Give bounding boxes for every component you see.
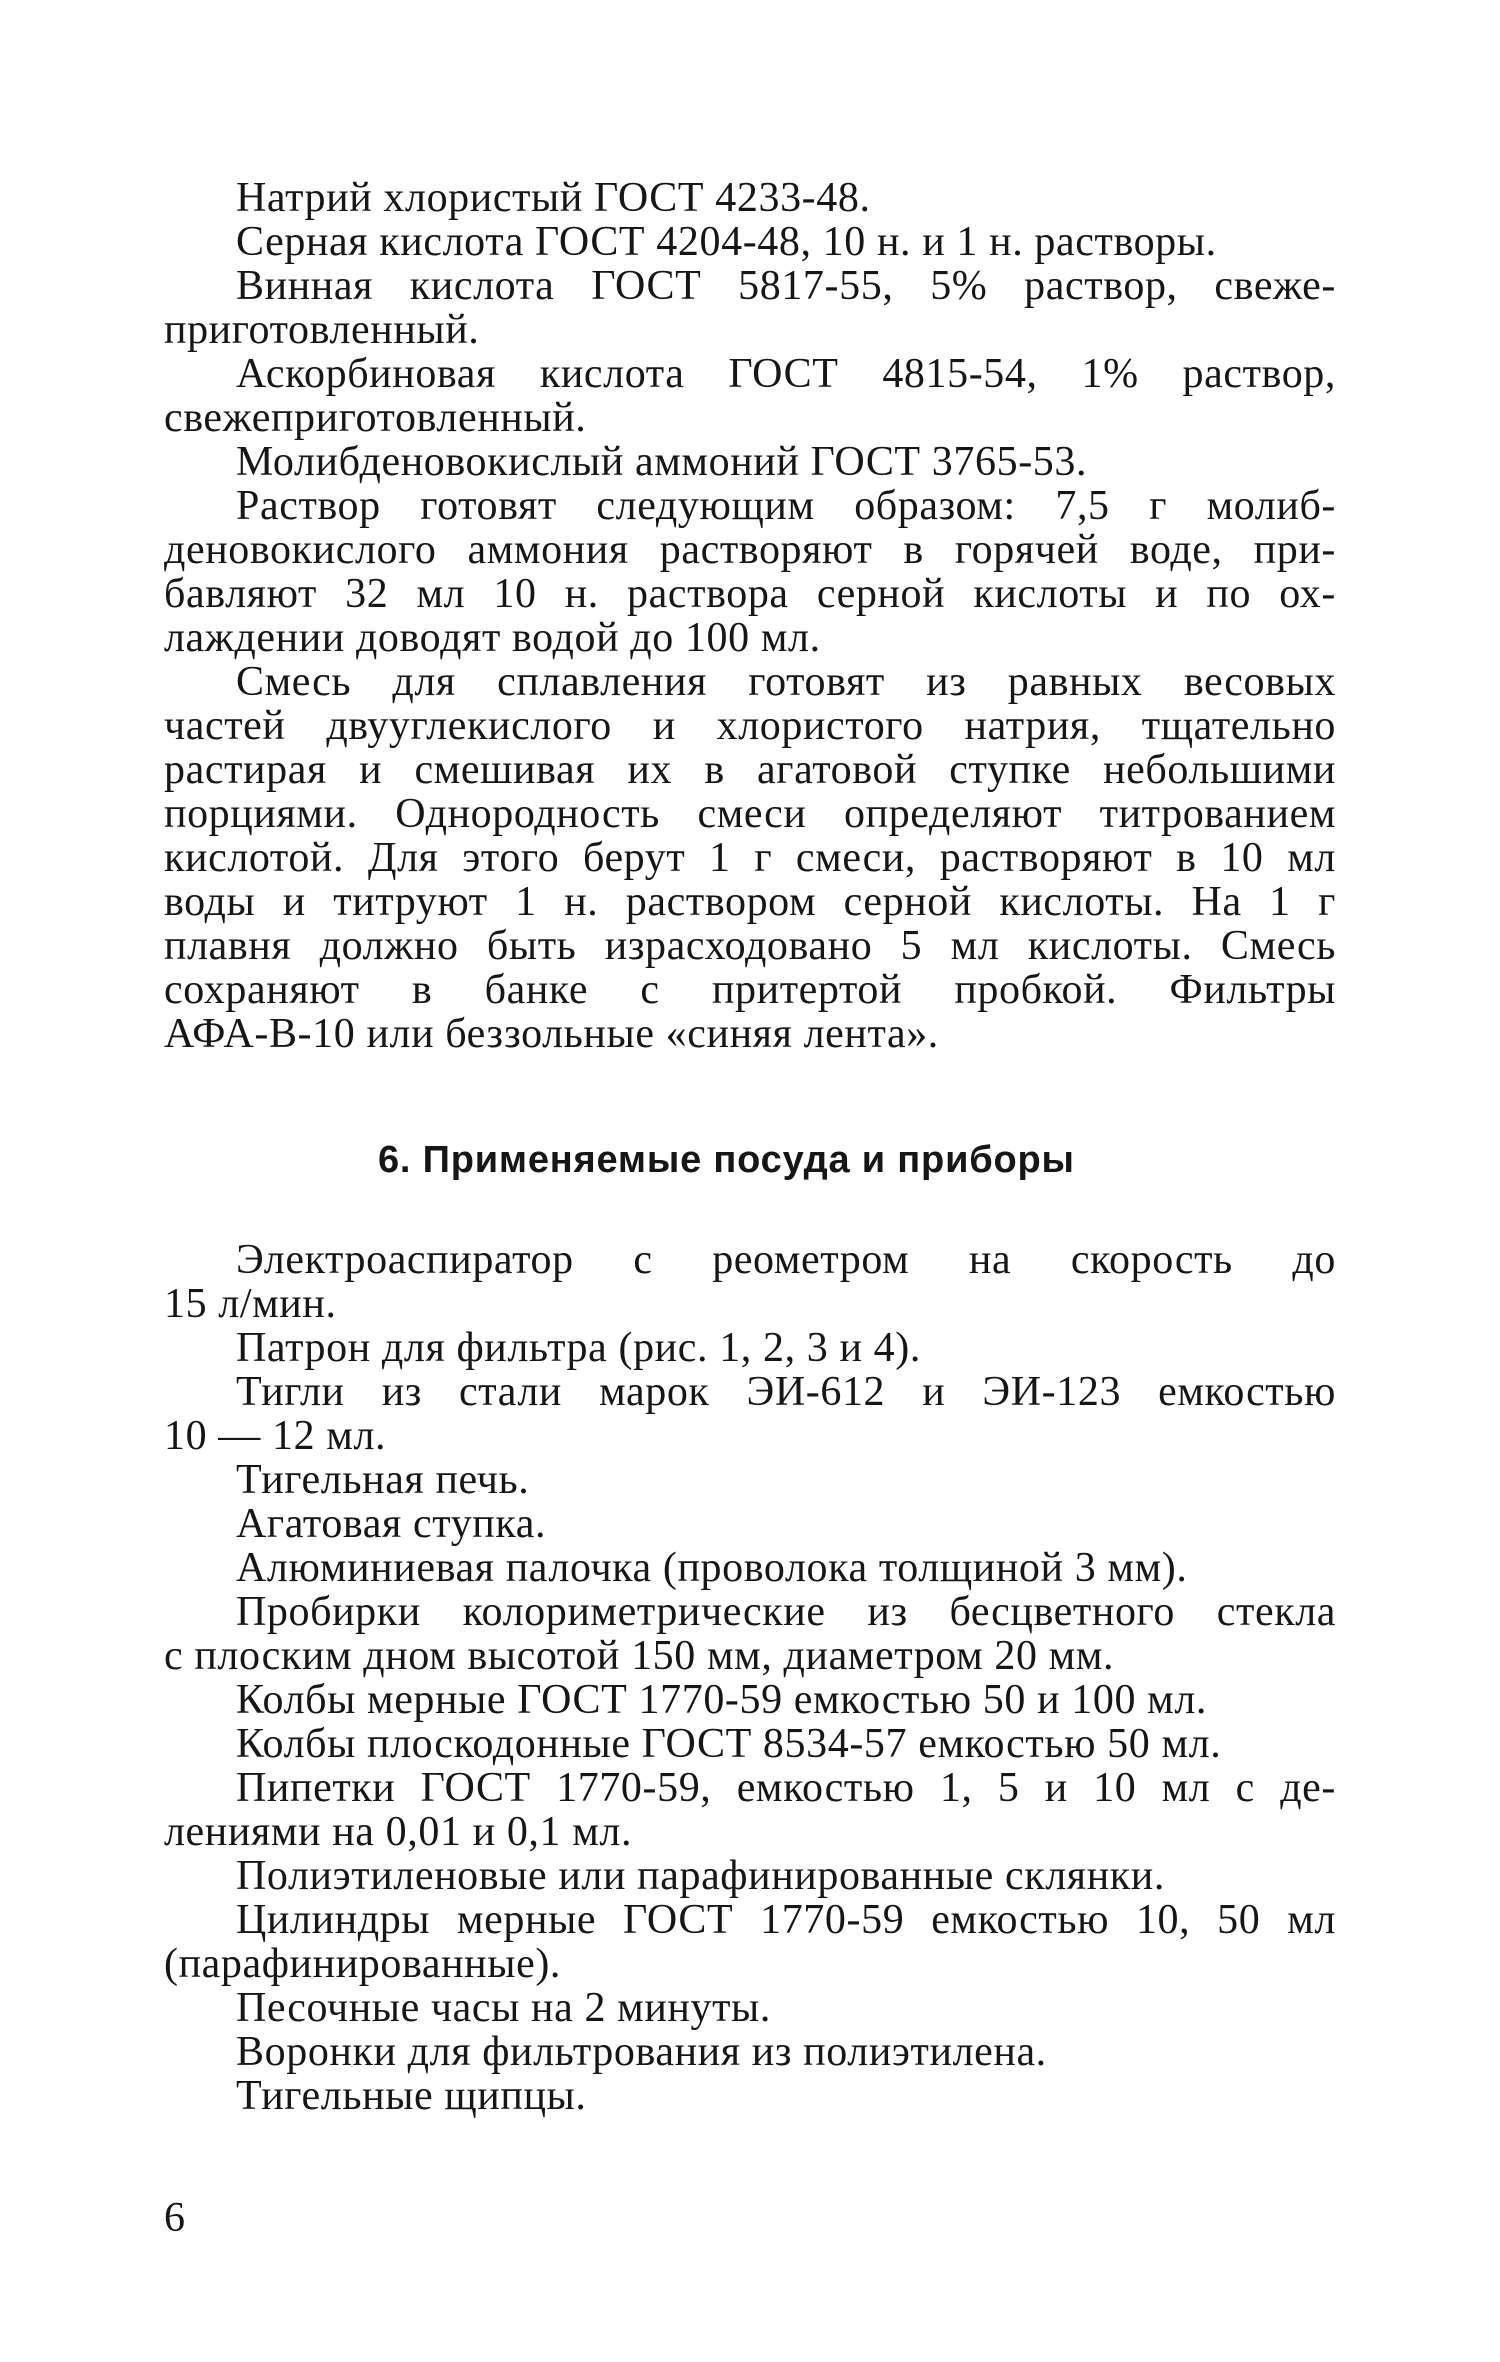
text-line: Пробирки колориметрические из бесцветного стекла: [236, 1590, 1336, 1634]
text-line: плавня должно быть израсходовано 5 мл кислоты. Смесь: [164, 924, 1336, 968]
text-line: кислотой. Для этого берут 1 г смеси, растворяют в 10 мл: [164, 836, 1336, 880]
text-line: растирая и смешивая их в агатовой ступке небольшими: [164, 748, 1336, 792]
page-number: 6: [164, 2195, 185, 2241]
text-line: Колбы мерные ГОСТ 1770-59 емкостью 50 и 100 мл.: [236, 1677, 1207, 1723]
section-heading: 6. Применяемые посуда и приборы: [378, 1139, 1075, 1181]
text-line: Пипетки ГОСТ 1770-59, емкостью 1, 5 и 10 мл с де-: [236, 1766, 1336, 1810]
text-line: Цилиндры мерные ГОСТ 1770-59 емкостью 10, 50 мл: [236, 1898, 1336, 1942]
text-line: лаждении доводят водой до 100 мл.: [164, 615, 821, 661]
text-line: Алюминиевая палочка (проволока толщиной 3 мм).: [236, 1545, 1188, 1591]
text-line: порциями. Однородность смеси определяют титрованием: [164, 792, 1336, 836]
text-line: частей двууглекислого и хлористого натрия, тщательно: [164, 704, 1336, 748]
text-line: Винная кислота ГОСТ 5817-55, 5% раствор, свеже-: [236, 264, 1336, 308]
text-line: Патрон для фильтра (рис. 1, 2, 3 и 4).: [236, 1325, 921, 1371]
text-line: Натрий хлористый ГОСТ 4233-48.: [236, 175, 871, 221]
text-line: Агатовая ступка.: [236, 1501, 547, 1547]
text-line: лениями на 0,01 и 0,1 мл.: [164, 1809, 633, 1855]
text-line: Колбы плоскодонные ГОСТ 8534-57 емкостью 50 мл.: [236, 1721, 1222, 1767]
text-line: с плоским дном высотой 150 мм, диаметром 20 мм.: [164, 1633, 1115, 1679]
text-line: Тигельные щипцы.: [236, 2073, 587, 2119]
text-line: Раствор готовят следующим образом: 7,5 г молиб-: [236, 484, 1336, 528]
text-line: Песочные часы на 2 минуты.: [236, 1985, 771, 2031]
text-line: деновокислого аммония растворяют в горячей воде, при-: [164, 528, 1336, 572]
text-line: Серная кислота ГОСТ 4204-48, 10 н. и 1 н. растворы.: [236, 219, 1217, 265]
text-line: Тигельная печь.: [236, 1457, 530, 1503]
text-line: 10 — 12 мл.: [164, 1413, 387, 1459]
text-line: бавляют 32 мл 10 н. раствора серной кислоты и по ох-: [164, 572, 1336, 616]
text-line: Воронки для фильтрования из полиэтилена.: [236, 2029, 1047, 2075]
text-line: воды и титруют 1 н. раствором серной кислоты. На 1 г: [164, 880, 1336, 924]
text-line: Тигли из стали марок ЭИ-612 и ЭИ-123 емкостью: [236, 1370, 1336, 1414]
text-line: 15 л/мин.: [164, 1281, 337, 1327]
text-line: сохраняют в банке с притертой пробкой. Фильтры: [164, 968, 1336, 1012]
text-line: Молибденовокислый аммоний ГОСТ 3765-53.: [236, 439, 1088, 485]
text-line: (парафинированные).: [164, 1941, 562, 1987]
text-line: приготовленный.: [164, 307, 480, 353]
text-line: Аскорбиновая кислота ГОСТ 4815-54, 1% раствор,: [236, 352, 1336, 396]
text-line: Полиэтиленовые или парафинированные склянки.: [236, 1853, 1165, 1899]
text-line: АФА-В-10 или беззольные «синяя лента».: [164, 1011, 939, 1057]
text-line: Электроаспиратор с реометром на скорость до: [236, 1238, 1336, 1282]
text-line: Смесь для сплавления готовят из равных весовых: [236, 660, 1336, 704]
text-line: свежеприготовленный.: [164, 395, 587, 441]
